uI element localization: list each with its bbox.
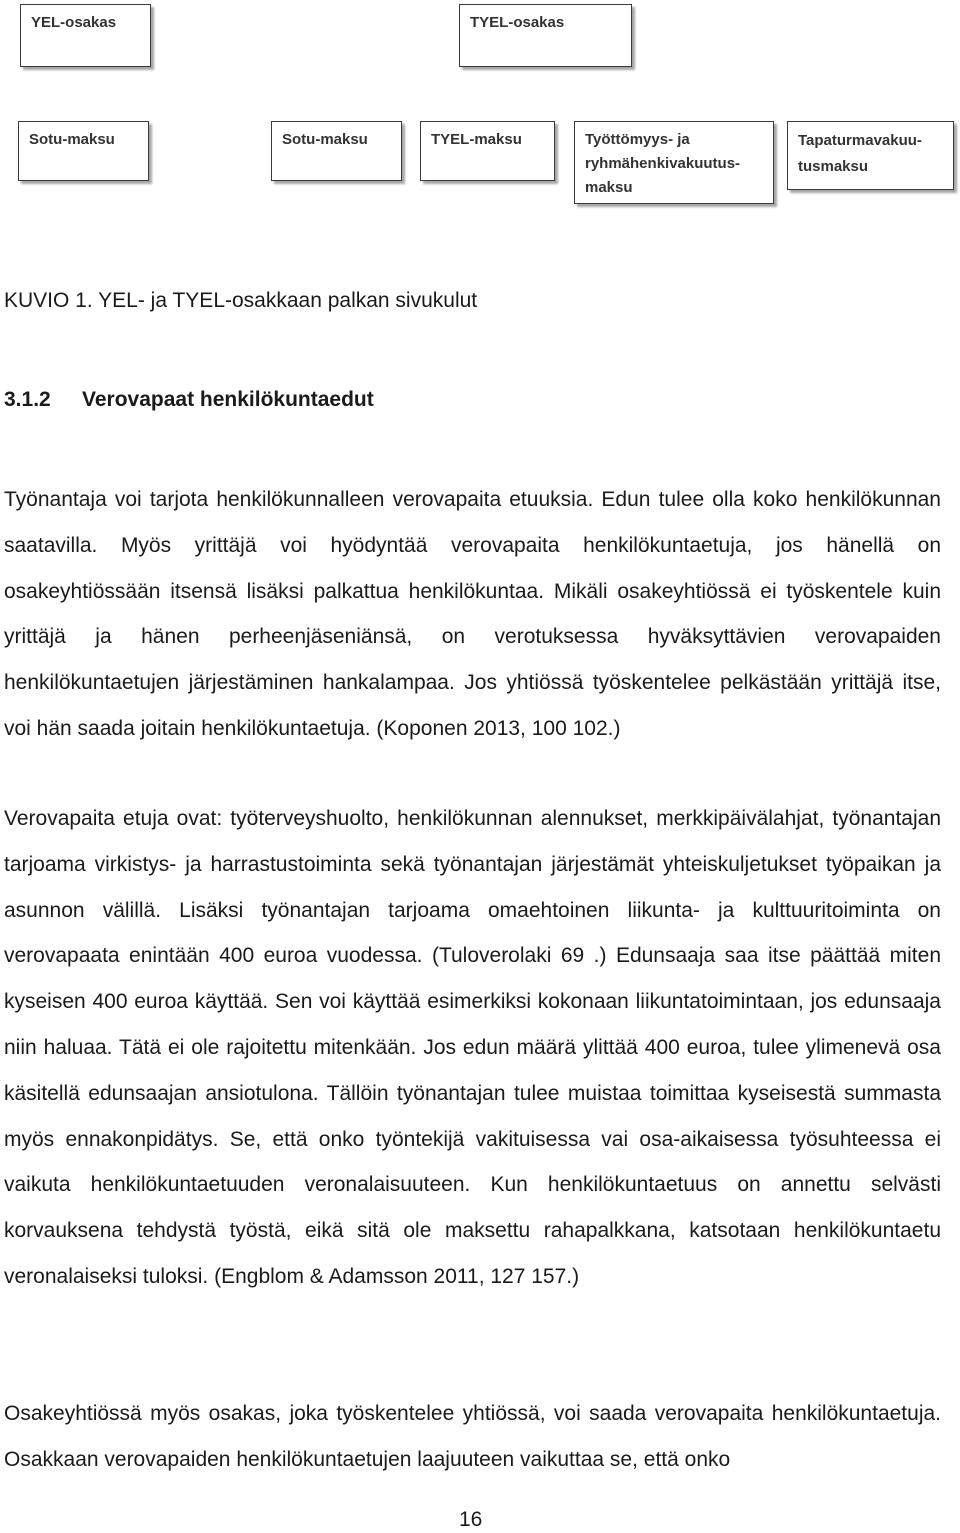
node-label-line: tusmaksu [798,158,869,175]
paragraph: Työnantaja voi tarjota henkilökunnalleen verovapaita etuuksia. Edun tulee olla koko henkilökunnan saatavilla. Myös yrittäjä voi hyödyntää verovapaita henkilökuntaetuja, jos hänellä on osakeyhtiössään itsensä lisäksi palkattua henkilökuntaa. Mikäli osakeyhtiössä ei työskentele kuin yrittäjä ja hänen perheenjäseniänsä, on verotuksessa hyväksyttävien verovapaiden henkilökuntaetujen järjestäminen hankalampaa. Jos yhtiössä työskentelee pelkästään yrittäjä itse, voi hän saada joitain henkilökuntaetuja. (Koponen 2013, 100 102.) [4,488,941,740]
diagram-node-tapaturmavakuutusmaksu [787,121,954,190]
section-number: 3.1.2 [4,388,51,411]
node-label-line: ryhmähenkivakuutus- [585,155,741,172]
diagram-node-tyottomyys-maksu [574,121,774,204]
node-label-line: Työttömyys- ja [585,131,690,148]
section-title: Verovapaat henkilökuntaedut [82,388,374,411]
section-heading [4,388,374,412]
node-label: YEL-osakas [31,14,117,31]
node-label-line: maksu [585,179,633,196]
paragraph: Osakeyhtiössä myös osakas, joka työskentelee yhtiössä, voi saada verovapaita henkilökuntaetuja. Osakkaan verovapaiden henkilökuntaetujen laajuuteen vaikuttaa se, että onko [4,1402,941,1471]
paragraph: Verovapaita etuja ovat: työterveyshuolto, henkilökunnan alennukset, merkkipäivälahjat, työnantajan tarjoama virkistys- ja harrastustoiminta sekä työnantajan järjestämät yhteiskuljetukset työpaikan ja asunnon välillä. Lisäksi työnantajan tarjoama omaehtoinen liikunta- ja kulttuuritoiminta on verovapaata enintään 400 euroa vuodessa. (Tuloverolaki 69 .) Edunsaaja saa itse päättää miten kyseisen 400 euroa käyttää. Sen voi käyttää esimerkiksi kokonaan liikuntatoimintaan, jos edunsaaja niin haluaa. Tätä ei ole rajoitettu mitenkään. Jos edun määrä ylittää 400 euroa, tulee ylimenevä osa käsitellä edunsaajan ansiotulona. Tällöin työnantajan tulee muistaa toimittaa kyseisestä summasta myös ennakonpidätys. Se, että onko työntekijä vakituisessa vai osa-aikaisessa työsuhteessa ei vaikuta henkilökuntaetuuden veronalaisuuteen. Kun henkilökuntaetuus on annettu selvästi korvauksena tehdystä työstä, eikä sitä ole maksettu rahapalkkana, katsotaan henkilökuntaetu veronalaiseksi tuloksi. (Engblom & Adamsson 2011, 127 157.) [4,807,941,1288]
figure-caption: KUVIO 1. YEL- ja TYEL-osakkaan palkan sivukulut [4,289,478,312]
page-number: 16 [459,1508,483,1531]
node-label-line: Tapaturmavakuu- [798,132,922,149]
node-label: Sotu-maksu [29,131,115,148]
diagram-node-tyel-osakas [459,4,632,67]
diagram-node-sotu-maksu-1 [18,121,149,181]
diagram-node-sotu-maksu-2 [271,121,402,181]
node-label: TYEL-osakas [470,14,565,31]
diagram-node-tyel-maksu [420,121,555,181]
diagram-node-yel-osakas [20,4,151,67]
node-label: TYEL-maksu [431,131,522,148]
node-label: Sotu-maksu [282,131,368,148]
